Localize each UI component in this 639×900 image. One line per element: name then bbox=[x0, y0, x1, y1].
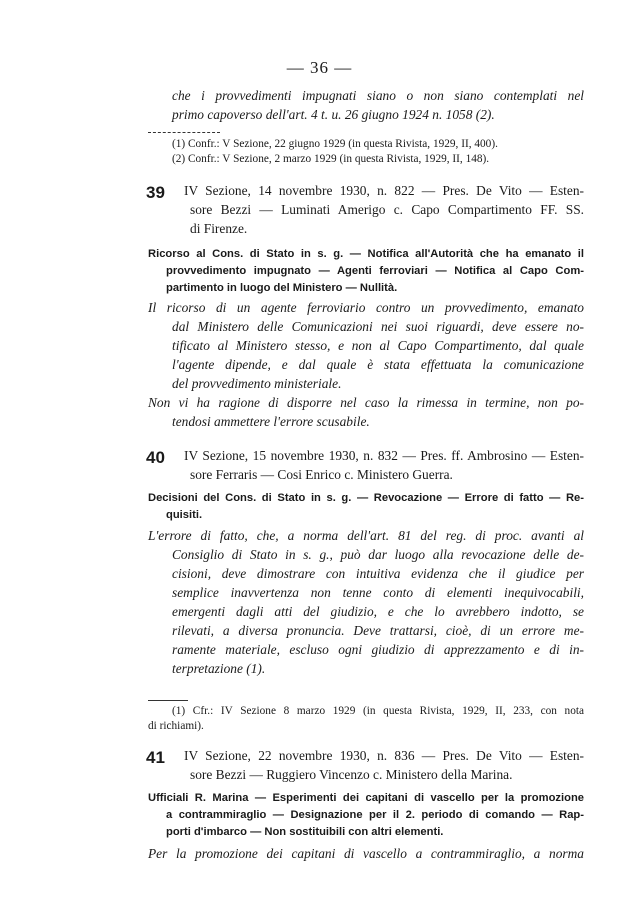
body-line: tendosi ammettere l'errore scusabile. bbox=[172, 414, 370, 429]
body-line: ramente materiale, escluso ogni giudizio di apprezzamento e di in- bbox=[172, 642, 584, 657]
entry-header-line: sore Bezzi — Luminati Amerigo c. Capo Compartimento FF. SS. bbox=[190, 202, 584, 217]
summary-line: provvedimento impugnato — Agenti ferroviari — Notifica al Capo Com- bbox=[166, 265, 584, 277]
summary-line: partimento in luogo del Ministero — Nullità. bbox=[166, 282, 398, 294]
body-line: L'errore di fatto, che, a norma dell'art. 81 del reg. di proc. avanti al bbox=[148, 528, 584, 543]
body-line: Consiglio di Stato in s. g., può dar luogo alla revocazione delle de- bbox=[172, 547, 584, 562]
footnote: (2) Confr.: V Sezione, 2 marzo 1929 (in questa Rivista, 1929, II, 148). bbox=[172, 153, 490, 165]
entry-header-line: IV Sezione, 22 novembre 1930, n. 836 — Pres. De Vito — Esten- bbox=[184, 748, 584, 763]
summary-line: quisiti. bbox=[166, 509, 203, 521]
continuation-line: primo capoverso dell'art. 4 t. u. 26 giugno 1924 n. 1058 (2). bbox=[172, 107, 495, 122]
body-line: rilevati, a diversa pronuncia. Deve trattarsi, cioè, di un errore me- bbox=[172, 623, 584, 638]
entry-header-line: sore Ferraris — Cosi Enrico c. Ministero Guerra. bbox=[190, 467, 453, 482]
footnote-divider bbox=[148, 700, 188, 701]
body-line: dal Ministero delle Comunicazioni nei suoi riguardi, deve essere no- bbox=[172, 319, 584, 334]
footnote-divider bbox=[148, 132, 220, 133]
summary-line: porti d'imbarco — Non sostituibili con altri elementi. bbox=[166, 826, 444, 838]
entry-header-line: IV Sezione, 15 novembre 1930, n. 832 — Pres. ff. Ambrosino — Esten- bbox=[184, 448, 584, 463]
body-line: l'agente dipende, e dal quale è stata effettuata la comunicazione bbox=[172, 357, 584, 372]
body-line: del provvedimento ministeriale. bbox=[172, 376, 342, 391]
footnote: di richiami). bbox=[148, 720, 204, 732]
summary-line: Ufficiali R. Marina — Esperimenti dei capitani di vascello per la promozione bbox=[148, 792, 584, 804]
body-line: Per la promozione dei capitani di vascello a contrammiraglio, a norma bbox=[148, 846, 584, 861]
summary-line: Decisioni del Cons. di Stato in s. g. — Revocazione — Errore di fatto — Re- bbox=[148, 492, 584, 504]
entry-number: 39 bbox=[146, 183, 165, 202]
body-line: cisioni, deve dimostrare con intuitiva evidenza che il giudice per bbox=[172, 566, 584, 581]
continuation-line: che i provvedimenti impugnati siano o non siano contemplati nel bbox=[172, 88, 584, 103]
body-line: tificato al Ministero stesso, e non al Capo Compartimento, dal quale bbox=[172, 338, 584, 353]
entry-header-line: IV Sezione, 14 novembre 1930, n. 822 — Pres. De Vito — Esten- bbox=[184, 183, 584, 198]
entry-number: 40 bbox=[146, 448, 165, 467]
body-line: Non vi ha ragione di disporre nel caso la rimessa in termine, non po- bbox=[148, 395, 584, 410]
body-line: Il ricorso di un agente ferroviario contro un provvedimento, emanato bbox=[148, 300, 584, 315]
summary-line: a contrammiraglio — Designazione per il 2. periodo di comando — Rap- bbox=[166, 809, 584, 821]
footnote: (1) Cfr.: IV Sezione 8 marzo 1929 (in questa Rivista, 1929, II, 233, con nota bbox=[172, 705, 584, 717]
summary-line: Ricorso al Cons. di Stato in s. g. — Notifica all'Autorità che ha emanato il bbox=[148, 248, 584, 260]
entry-header-line: sore Bezzi — Ruggiero Vincenzo c. Ministero della Marina. bbox=[190, 767, 513, 782]
body-line: semplice inavvertenza non tenne conto di elementi inequivocabili, bbox=[172, 585, 584, 600]
footnote: (1) Confr.: V Sezione, 22 giugno 1929 (in questa Rivista, 1929, II, 400). bbox=[172, 138, 498, 150]
body-line: emergenti dagli atti del giudizio, e che lo avrebbero indotto, se bbox=[172, 604, 584, 619]
page-number: — 36 — bbox=[286, 58, 353, 77]
body-line: terpretazione (1). bbox=[172, 661, 266, 676]
entry-number: 41 bbox=[146, 748, 165, 767]
entry-header-line: di Firenze. bbox=[190, 221, 248, 236]
